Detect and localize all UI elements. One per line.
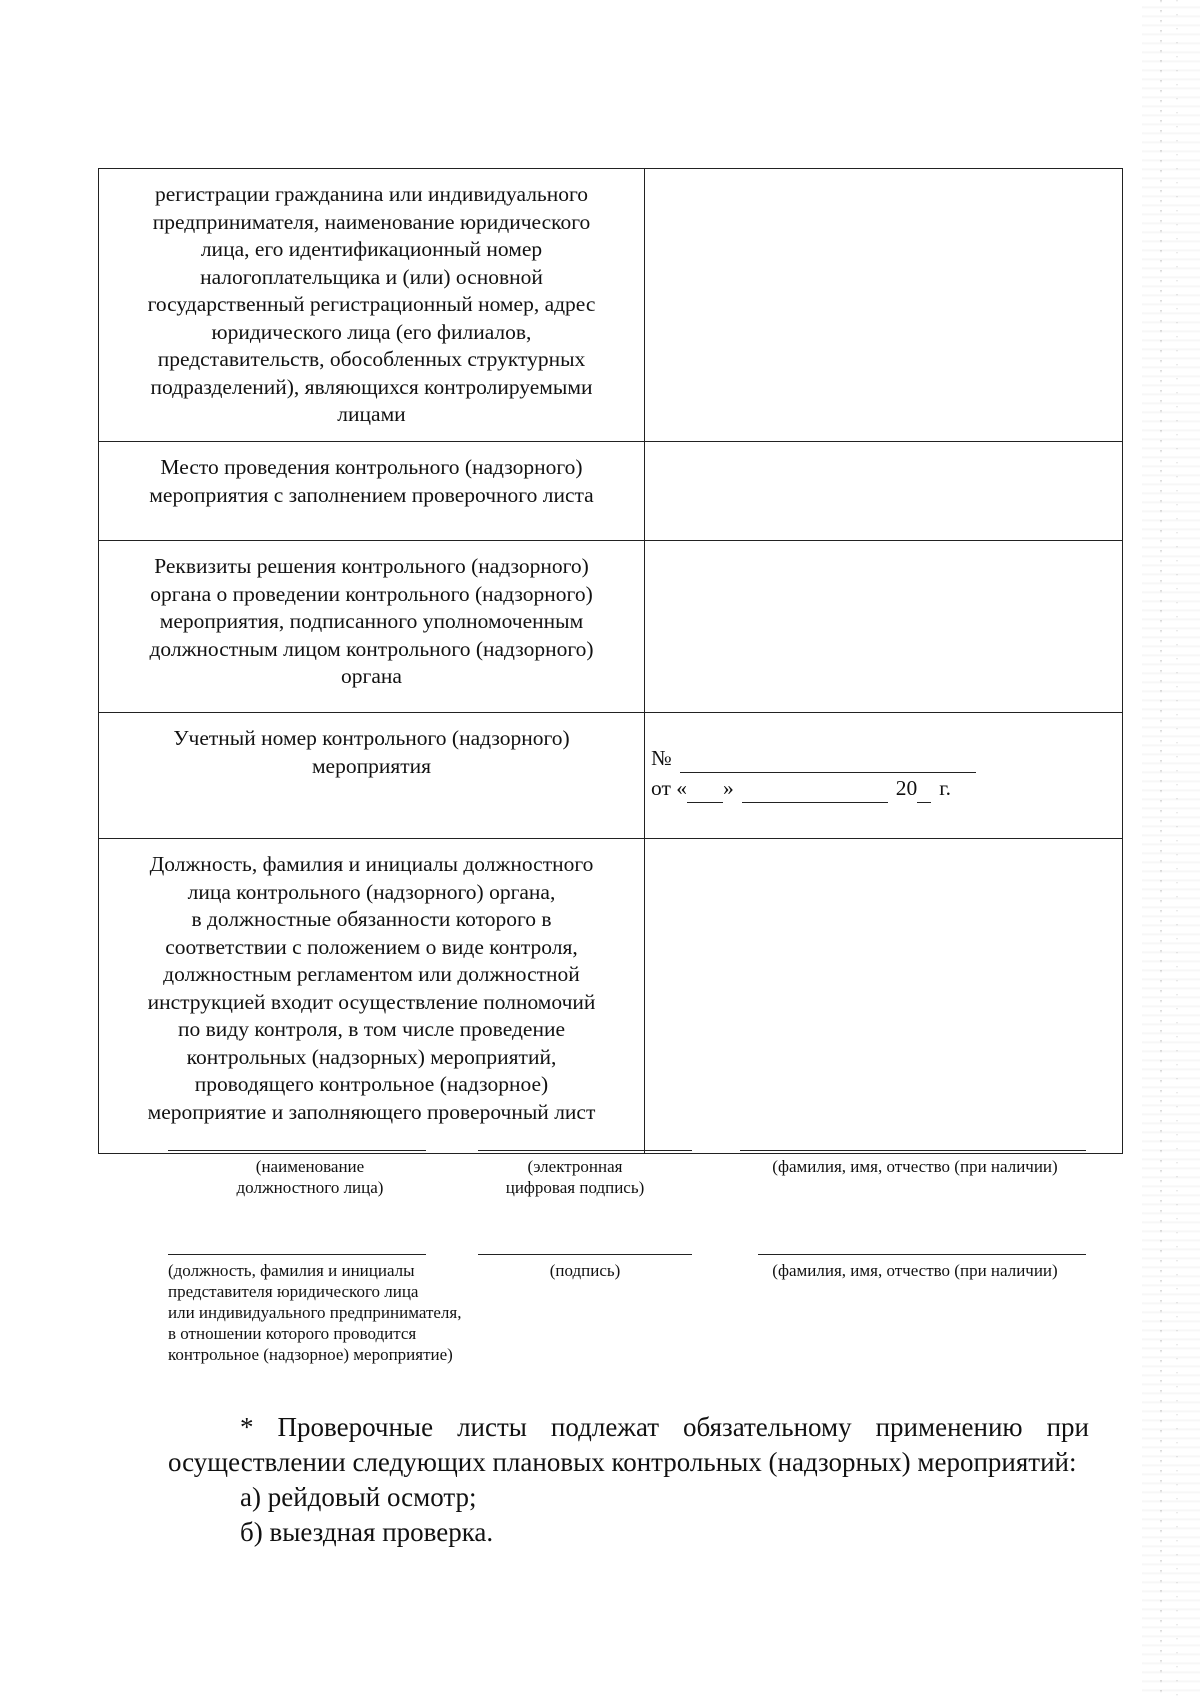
date-open-quote: от « (651, 776, 687, 800)
scan-edge-artifact (1142, 0, 1200, 1697)
representative-caption: (должность, фамилия и инициалы представителя юридического лица или индивидуального предпринимателя, в отношении которого проводится контрольное (надзорное) мероприятие) (168, 1261, 462, 1364)
number-sign: № (651, 746, 672, 770)
row-label-cell (99, 839, 645, 1154)
year-suffix: г. (939, 776, 952, 800)
date-close-quote: » (723, 776, 734, 800)
row-label-cell (99, 442, 645, 541)
representative-full-name-caption: (фамилия, имя, отчество (при наличии) (772, 1261, 1058, 1280)
row-label-cell (99, 713, 645, 839)
table-row (99, 839, 1123, 1154)
registration-number-cell (645, 713, 1123, 839)
e-signature-line[interactable] (478, 1150, 692, 1151)
footnote-item: б) выездная проверка. (240, 1517, 494, 1547)
row-label: регистрации гражданина или индивидуального предпринимателя, наименование юридического лица, его идентификационный номер налогоплательщика и (или) основной государственный регистрационный номер, адрес юридического лица (его филиалов, представительств, обособленных структурных подразделений), являющихся контролируемыми лицами (147, 182, 596, 426)
e-signature-caption: (электронная цифровая подпись) (505, 1157, 645, 1197)
full-name-caption: (фамилия, имя, отчество (при наличии) (772, 1157, 1058, 1176)
year-prefix: 20 (895, 776, 918, 800)
representative-line[interactable] (168, 1254, 426, 1255)
row-label-cell (99, 541, 645, 713)
checklist-details-table (98, 168, 1123, 1154)
official-name-line[interactable] (168, 1150, 426, 1151)
full-name-line[interactable] (740, 1150, 1086, 1151)
row-value-cell[interactable] (645, 442, 1123, 541)
row-value-cell[interactable] (645, 169, 1123, 442)
footnote-text: * Проверочные листы подлежат обязательному применению при осуществлении следующих плановых контрольных (надзорных) мероприятий: (168, 1412, 1089, 1477)
row-value-cell[interactable] (645, 839, 1123, 1154)
footnote-item: а) рейдовый осмотр; (240, 1482, 477, 1512)
year-field[interactable] (917, 780, 931, 803)
official-name-caption: (наименование должностного лица) (236, 1157, 384, 1197)
signature-line[interactable] (478, 1254, 692, 1255)
row-label: Реквизиты решения контрольного (надзорного) органа о проведении контрольного (надзорного) мероприятия, подписанного уполномоченным должностным лицом контрольного (надзорного) органа (149, 554, 594, 688)
signature-caption: (подпись) (549, 1261, 621, 1280)
row-label: Учетный номер контрольного (надзорного) мероприятия (173, 726, 570, 778)
representative-full-name-line[interactable] (758, 1254, 1086, 1255)
table-row (99, 169, 1123, 442)
day-field[interactable] (687, 780, 723, 803)
row-value-cell[interactable] (645, 541, 1123, 713)
row-label-cell (99, 169, 645, 442)
table-row (99, 442, 1123, 541)
number-field[interactable] (680, 750, 976, 773)
table-row (99, 713, 1123, 839)
row-label: Место проведения контрольного (надзорного) мероприятия с заполнением проверочного листа (149, 455, 594, 507)
footnote (168, 1410, 1089, 1550)
registration-number-block (651, 743, 1111, 803)
table-row (99, 541, 1123, 713)
row-label: Должность, фамилия и инициалы должностного лица контрольного (надзорного) органа, в должностные обязанности которого в соответствии с положением о виде контроля, должностным регламентом или должностной инструкцией входит осуществление полномочий по виду контроля, в том числе проведение контрольных (надзорных) мероприятий, проводящего контрольное (надзорное) мероприятие и заполняющего проверочный лист (147, 852, 596, 1124)
month-field[interactable] (742, 780, 888, 803)
